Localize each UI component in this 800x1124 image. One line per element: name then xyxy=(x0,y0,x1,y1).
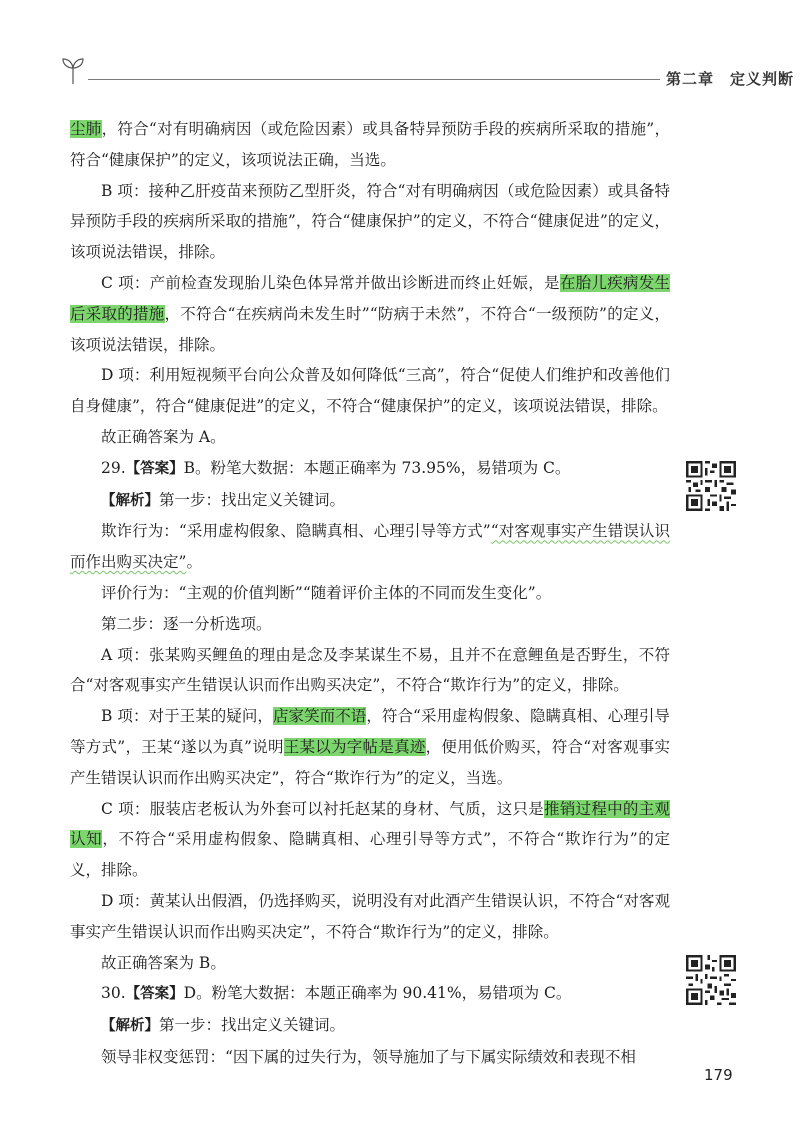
option-d-paragraph: D 项：黄某认出假酒，仍选择购买，说明没有对此酒产生错误认识，不符合“对客观事实产生错误认识而作出购买决定”，不符合“欺诈行为”的定义，排除。 xyxy=(70,891,670,941)
option-b-paragraph: B 项：对于王某的疑问，店家笑而不语，符合“采用虚构假象、隐瞒真相、心理引导等方式”，王某“遂以为真”说明王某以为字帖是真迹，便用低价购买，符合“对客观事实产生错误认识而作出购买决定”，符合“欺诈行为”的定义，当选。 xyxy=(70,707,670,787)
analysis-tag: 【解析】 xyxy=(101,1018,159,1035)
highlighted-text: 尘肺 xyxy=(70,120,102,138)
definition-evaluation: 评价行为：“主观的价值判断”“随着评价主体的不同而发生变化”。 xyxy=(101,583,552,602)
highlighted-text: 王某以为字帖是真迹 xyxy=(283,737,426,756)
option-a-paragraph: A 项：张某购买鲤鱼的理由是念及李某谋生不易，且并不在意鲤鱼是否野生，不符合“对客观事实产生错误认识而作出购买决定”，不符合“欺诈行为”的定义，排除。 xyxy=(70,645,670,695)
qr-code-icon[interactable] xyxy=(686,461,736,511)
answer-30: 30.【答案】D。粉笔大数据：本题正确率为 90.41%，易错项为 C。 xyxy=(101,984,572,1003)
leaf-icon xyxy=(60,56,86,86)
analysis-29: 【解析】第一步：找出定义关键词。 xyxy=(101,490,346,509)
option-c-paragraph: C 项：产前检查发现胎儿染色体异常并做出诊断进而终止妊娠，是在胎儿疾病发生后采取的措施，不符合“在疾病尚未发生时”“防病于未然”，不符合“一级预防”的定义，该项说法错误，排除。 xyxy=(70,273,670,354)
paragraph: 尘肺，符合“对有明确病因（或危险因素）或具备特异预防手段的疾病所采取的措施”，符合“健康保护”的定义，该项说法正确，当选。 xyxy=(70,120,670,169)
analysis-tag: 【解析】 xyxy=(101,492,159,509)
option-c-paragraph: C 项：服装店老板认为外套可以衬托赵某的身材、气质，这只是推销过程中的主观认知，不符合“采用虚构假象、隐瞒真相、心理引导等方式”，不符合“欺诈行为”的定义，排除。 xyxy=(70,799,670,880)
step-two: 第二步：逐一分析选项。 xyxy=(101,614,272,633)
highlighted-text: 在胎儿疾病发生后采取的措施 xyxy=(70,273,670,323)
page-header xyxy=(60,56,795,96)
highlighted-text: 推销过程中的主观认知 xyxy=(70,799,670,849)
option-d-paragraph: D 项：利用短视频平台向公众普及如何降低“三高”，符合“促使人们维护和改善他们自身健康”，符合“健康促进”的定义，不符合“健康保护”的定义，该项说法错误，排除。 xyxy=(70,366,670,416)
page-number: 179 xyxy=(704,1066,733,1084)
answer-tag: 【答案】 xyxy=(125,460,184,477)
underlined-text: “对客观事实产生错误认识而作出购买决定” xyxy=(70,522,670,572)
highlighted-text: 店家笑而不语 xyxy=(273,707,367,726)
definition-punishment: 领导非权变惩罚：“因下属的过失行为，领导施加了与下属实际绩效和表现不相 xyxy=(101,1047,636,1066)
option-b-paragraph: B 项：接种乙肝疫苗来预防乙型肝炎，符合“对有明确病因（或危险因素）或具备特异预防手段的疾病所采取的措施”，符合“健康保护”的定义，不符合“健康促进”的定义，该项说法错误，排除。 xyxy=(70,181,670,262)
analysis-30: 【解析】第一步：找出定义关键词。 xyxy=(101,1016,346,1035)
answer-29: 29.【答案】B。粉笔大数据：本题正确率为 73.95%，易错项为 C。 xyxy=(101,458,571,477)
definition-fraud: 欺诈行为：“采用虚构假象、隐瞒真相、心理引导等方式”“对客观事实产生错误认识而作出购买决定”。 xyxy=(70,522,670,572)
page-body xyxy=(70,114,670,1073)
qr-code-icon[interactable] xyxy=(686,955,736,1005)
answer-line: 故正确答案为 B。 xyxy=(101,953,226,972)
answer-tag: 【答案】 xyxy=(125,986,184,1003)
chapter-title: 第二章 定义判断 xyxy=(666,70,795,88)
answer-line: 故正确答案为 A。 xyxy=(101,427,226,446)
header-rule xyxy=(88,79,660,80)
